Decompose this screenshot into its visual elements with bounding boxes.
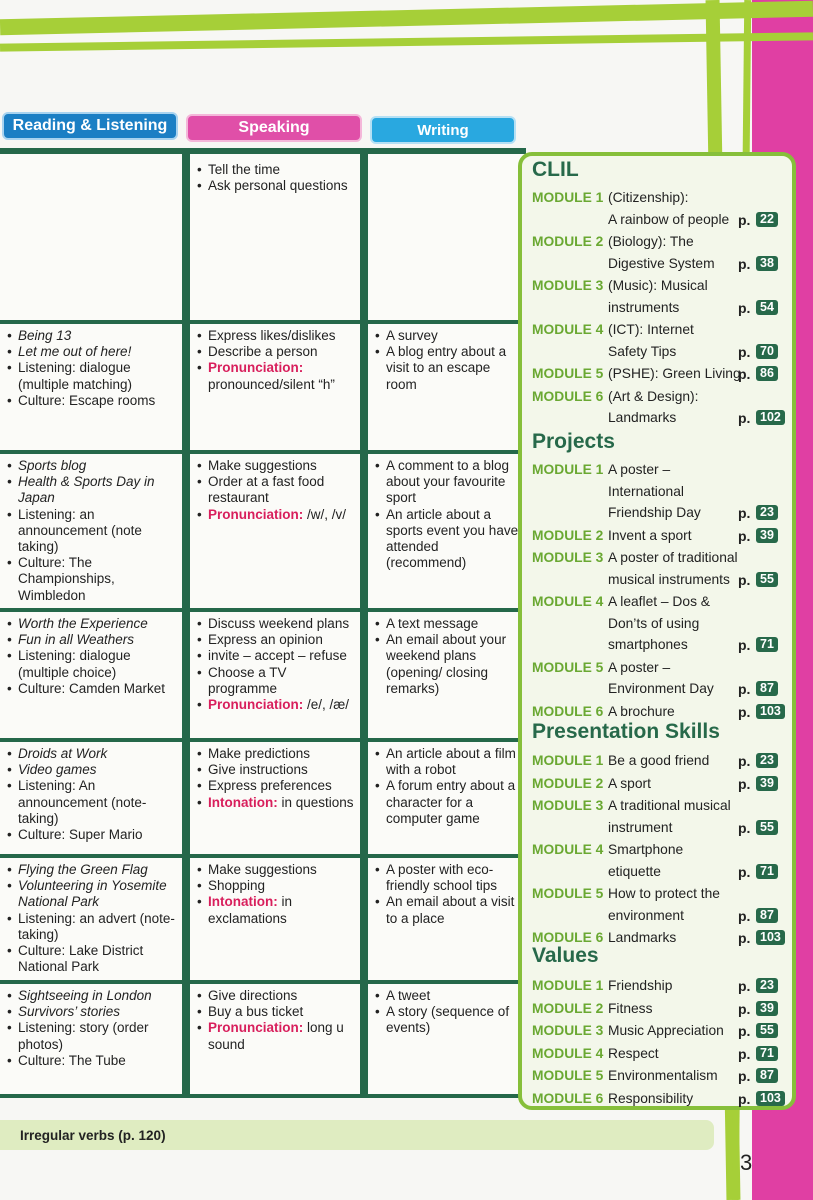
page-prefix: p. <box>738 978 751 994</box>
module-label: MODULE 4 <box>532 842 604 857</box>
module-topic: Invent a sport <box>608 527 692 543</box>
module-topic: Respect <box>608 1045 659 1061</box>
bullet-item <box>196 795 356 811</box>
bullet-item <box>6 1004 178 1020</box>
page-prefix: p. <box>738 819 751 836</box>
bullet-item <box>196 360 356 392</box>
bullet-item <box>196 648 356 664</box>
module-topic: A traditional musical <box>608 798 731 813</box>
module-topic: Landmarks <box>608 930 677 945</box>
page-badge: 23 <box>756 753 778 768</box>
module-topic: A rainbow of people <box>608 211 730 227</box>
page-prefix: p. <box>738 410 751 426</box>
pronunciation-label: Pronunciation: <box>208 1020 304 1036</box>
module-label: MODULE 6 <box>532 930 604 945</box>
pronunciation-label: Intonation: <box>208 894 278 910</box>
bullet-text: Make suggestions <box>208 458 317 473</box>
module-label: MODULE 2 <box>532 527 604 543</box>
bullet-text: An article about a film with a robot <box>386 746 516 778</box>
module-topic: Environmentalism <box>608 1068 718 1083</box>
module-topic: Digestive System <box>608 255 715 271</box>
bullet-text: Culture: Camden Market <box>18 680 166 696</box>
bullet-item <box>6 746 178 762</box>
bullet-item <box>196 665 356 697</box>
bullet-text: A forum entry about a character for a computer game <box>386 778 516 826</box>
cell-reading-row-7 <box>0 984 182 1094</box>
module-label: MODULE 5 <box>532 1068 604 1083</box>
module-topic: Safety Tips <box>608 343 677 359</box>
bullet-text: /w/, /v/ <box>307 506 347 522</box>
module-label: MODULE 3 <box>532 550 604 565</box>
bullet-text: Express preferences <box>208 778 332 794</box>
page-prefix: p. <box>738 1023 751 1039</box>
bullet-item <box>6 344 178 360</box>
bullet-text: Volunteering in Yosemite National Park <box>18 878 167 910</box>
pronunciation-label: Pronunciation: <box>208 697 304 713</box>
pronunciation-label: Intonation: <box>208 794 278 810</box>
bullet-text: pronounced/silent “h” <box>208 376 335 392</box>
module-label: MODULE 6 <box>532 703 604 719</box>
cell-reading-row-5 <box>0 742 182 854</box>
bullet-text: Being 13 <box>18 328 72 343</box>
bullet-text: A text message <box>386 616 479 631</box>
module-topic: A poster of traditional <box>608 550 738 565</box>
page-prefix: p. <box>738 907 751 924</box>
bullet-item <box>196 162 356 178</box>
page-badge: 38 <box>756 256 778 271</box>
cell-speaking-row-5 <box>190 742 360 854</box>
header-reading-listening: Reading & Listening <box>2 112 178 140</box>
page-prefix: p. <box>738 571 751 588</box>
bullet-text: An email about a visit to a place <box>386 894 515 926</box>
page-number: 3 <box>740 1150 753 1175</box>
cell-speaking-row-3 <box>190 454 360 608</box>
module-topic: A poster – <box>608 659 671 675</box>
module-label: MODULE 1 <box>532 753 604 768</box>
cell-reading-row-6 <box>0 858 182 980</box>
page-badge: 87 <box>756 908 778 923</box>
page-prefix: p. <box>738 366 751 382</box>
page-prefix: p. <box>738 1090 751 1107</box>
page-badge: 39 <box>756 776 778 791</box>
bullet-text: An email about your weekend plans (opening/ closing remarks) <box>386 632 507 696</box>
lime-stripe-top <box>0 1 813 35</box>
page-prefix: p. <box>738 637 751 653</box>
bullet-item <box>196 988 356 1004</box>
module-label: MODULE 3 <box>532 1023 604 1038</box>
bullet-text: Shopping <box>208 878 266 894</box>
bullet-item <box>6 762 178 778</box>
bullet-text: Worth the Experience <box>18 616 148 631</box>
page-badge: 103 <box>756 930 785 945</box>
module-topic: (Music): Musical <box>608 278 708 293</box>
module-topic: International <box>608 483 684 499</box>
bullet-text: Flying the Green Flag <box>18 862 148 877</box>
bullet-item <box>374 746 522 778</box>
bullet-text: Listening: dialogue (multiple choice) <box>18 648 131 680</box>
module-label: MODULE 4 <box>532 594 604 609</box>
bullet-text: Listening: an announcement (note taking) <box>18 506 142 555</box>
bullet-text: invite – accept – refuse <box>208 648 347 664</box>
header-writing: Writing <box>370 116 516 144</box>
bullet-text: Culture: The Tube <box>18 1052 126 1068</box>
bullet-item <box>374 616 522 632</box>
pronunciation-label: Pronunciation: <box>208 360 304 376</box>
header-speaking: Speaking <box>186 114 362 142</box>
bullet-item <box>6 1020 178 1052</box>
bullet-text: Culture: Super Mario <box>18 827 143 843</box>
bullet-text: Let me out of here! <box>18 344 132 360</box>
bullet-item <box>6 474 178 506</box>
bullet-item <box>196 1004 356 1020</box>
bullet-item <box>196 458 356 474</box>
module-topic: (ICT): Internet <box>608 322 694 337</box>
bullet-item <box>374 328 522 344</box>
cell-writing-row-6 <box>368 858 526 980</box>
page-prefix: p. <box>738 863 751 880</box>
page-prefix: p. <box>738 703 751 720</box>
module-topic: Friendship <box>608 978 673 993</box>
page-badge: 39 <box>756 528 778 543</box>
page-badge: 55 <box>756 820 778 835</box>
bullet-text: Culture: Lake District National Park <box>18 943 144 975</box>
page-badge: 23 <box>756 505 778 520</box>
bullet-item <box>6 943 178 975</box>
module-label: MODULE 2 <box>532 234 604 249</box>
page-prefix: p. <box>738 211 751 228</box>
module-topic: environment <box>608 907 684 923</box>
page-badge: 55 <box>756 572 778 587</box>
module-topic: Smartphone <box>608 842 684 857</box>
bullet-text: in exclamations <box>208 894 293 926</box>
page-badge: 23 <box>756 978 778 993</box>
page-prefix: p. <box>738 930 751 946</box>
bullet-item <box>6 862 178 878</box>
cell-writing-row-7 <box>368 984 526 1094</box>
page-prefix: p. <box>738 299 751 316</box>
cell-speaking-row-2 <box>190 324 360 450</box>
page-prefix: p. <box>738 681 751 697</box>
module-topic: instrument <box>608 819 673 835</box>
module-topic: instruments <box>608 299 680 315</box>
page-badge: 39 <box>756 1001 778 1016</box>
bullet-text: Make suggestions <box>208 862 317 877</box>
module-label: MODULE 6 <box>532 1090 604 1106</box>
bullet-item <box>196 878 356 894</box>
section-title-projects: Projects <box>532 430 615 453</box>
bullet-item <box>6 328 178 344</box>
bullet-item <box>374 862 522 894</box>
page-badge: 70 <box>756 344 778 359</box>
bullet-text: Tell the time <box>208 162 281 177</box>
bullet-text: Make predictions <box>208 746 311 761</box>
page-prefix: p. <box>738 343 751 360</box>
page-prefix: p. <box>738 255 751 272</box>
bullet-item <box>6 648 178 680</box>
bullet-item <box>196 1020 356 1052</box>
bullet-item <box>374 894 522 926</box>
cell-reading-row-2 <box>0 324 182 450</box>
page-prefix: p. <box>738 1000 751 1017</box>
bullet-item <box>374 458 522 507</box>
module-label: MODULE 4 <box>532 1045 604 1061</box>
bullet-text: Sports blog <box>18 458 87 473</box>
bullet-text: Order at a fast food restaurant <box>208 474 325 506</box>
bullet-text: A story (sequence of events) <box>386 1004 510 1036</box>
bullet-text: Listening: An announcement (note-taking) <box>18 778 147 826</box>
bullet-text: Culture: The Championships, Wimbledon <box>18 555 115 603</box>
page-badge: 102 <box>756 410 785 425</box>
page-prefix: p. <box>738 1045 751 1062</box>
module-topic: Friendship Day <box>608 505 701 520</box>
bullet-text: Listening: story (order photos) <box>18 1020 149 1052</box>
bullet-item <box>6 507 178 556</box>
bullet-item <box>374 778 522 827</box>
section-title-clil: CLIL <box>532 158 579 181</box>
cell-speaking-row-1 <box>190 154 360 320</box>
bullet-text: Express likes/dislikes <box>208 328 336 343</box>
page-badge: 103 <box>756 704 785 719</box>
bullet-item <box>6 458 178 474</box>
bullet-item <box>6 827 178 843</box>
bullet-item <box>6 632 178 648</box>
bullet-text: in questions <box>281 794 354 810</box>
bullet-item <box>6 878 178 910</box>
page-badge: 71 <box>756 1046 778 1061</box>
bullet-text: Choose a TV programme <box>208 664 287 696</box>
module-topic: Fitness <box>608 1000 653 1016</box>
bullet-item <box>196 616 356 632</box>
bullet-text: Give directions <box>208 988 298 1003</box>
module-label: MODULE 5 <box>532 886 604 901</box>
page-badge: 71 <box>756 864 778 879</box>
module-label: MODULE 1 <box>532 190 604 205</box>
cell-writing-row-1 <box>368 154 526 320</box>
page-badge: 22 <box>756 212 778 227</box>
bullet-item <box>374 632 522 697</box>
module-topic: etiquette <box>608 863 661 879</box>
bullet-item <box>6 681 178 697</box>
bullet-text: Sightseeing in London <box>18 988 152 1003</box>
bullet-item <box>6 555 178 604</box>
bullet-item <box>6 988 178 1004</box>
bullet-text: A tweet <box>386 988 431 1003</box>
module-label: MODULE 5 <box>532 366 604 381</box>
section-title-presentation: Presentation Skills <box>532 720 720 743</box>
cell-reading-row-3 <box>0 454 182 608</box>
module-topic: Music Appreciation <box>608 1023 724 1038</box>
cell-speaking-row-6 <box>190 858 360 980</box>
bullet-item <box>6 1053 178 1069</box>
cell-writing-row-2 <box>368 324 526 450</box>
page-badge: 55 <box>756 1023 778 1038</box>
bullet-item <box>374 1004 522 1036</box>
module-topic: How to protect the <box>608 886 720 901</box>
bullet-item <box>6 778 178 827</box>
bullet-text: Fun in all Weathers <box>18 632 135 648</box>
cell-writing-row-3 <box>368 454 526 608</box>
bullet-item <box>6 616 178 632</box>
bullet-text: Video games <box>18 762 97 778</box>
bullet-item <box>196 507 356 523</box>
bullet-text: Discuss weekend plans <box>208 616 350 631</box>
page-badge: 103 <box>756 1091 785 1106</box>
module-topic: Landmarks <box>608 410 677 425</box>
bullet-text: long u sound <box>208 1020 344 1052</box>
section-title-values: Values <box>532 944 599 967</box>
bullet-text: Describe a person <box>208 344 318 360</box>
page-prefix: p. <box>738 527 751 544</box>
bullet-item <box>6 911 178 943</box>
bullet-item <box>196 328 356 344</box>
bullet-text: Health & Sports Day in Japan <box>18 474 155 506</box>
module-topic: Responsibility <box>608 1090 694 1106</box>
cell-speaking-row-7 <box>190 984 360 1094</box>
bullet-text: Survivors’ stories <box>18 1004 121 1020</box>
module-topic: (Citizenship): <box>608 190 689 205</box>
module-label: MODULE 2 <box>532 1000 604 1016</box>
module-topic: musical instruments <box>608 571 730 587</box>
module-label: MODULE 6 <box>532 388 604 404</box>
bullet-item <box>374 344 522 393</box>
bullet-text: Buy a bus ticket <box>208 1004 304 1020</box>
bullet-item <box>6 360 178 392</box>
page-badge: 54 <box>756 300 778 315</box>
bullet-item <box>196 632 356 648</box>
extras-panel <box>518 152 796 1110</box>
bullet-item <box>374 507 522 572</box>
bullet-item <box>196 178 356 194</box>
pronunciation-label: Pronunciation: <box>208 506 304 522</box>
bullet-text: A comment to a blog about your favourite sport <box>386 458 510 506</box>
cell-writing-row-4 <box>368 612 526 738</box>
cell-reading-row-4 <box>0 612 182 738</box>
bullet-text: Listening: dialogue (multiple matching) <box>18 360 133 392</box>
bullet-text: /e/, /æ/ <box>307 697 350 713</box>
bullet-text: Droids at Work <box>18 746 108 761</box>
bullet-text: Give instructions <box>208 762 308 778</box>
page-badge: 86 <box>756 366 778 381</box>
bullet-text: A poster with eco-friendly school tips <box>386 862 498 894</box>
module-label: MODULE 3 <box>532 278 604 293</box>
module-topic: A poster – <box>608 462 671 477</box>
page-prefix: p. <box>738 1068 751 1084</box>
bullet-text: Express an opinion <box>208 632 323 648</box>
module-topic: smartphones <box>608 637 688 652</box>
module-topic: Don’ts of using <box>608 615 700 631</box>
cell-reading-row-1 <box>0 154 182 320</box>
bullet-text: An article about a sports event you have attended (recommend) <box>386 506 519 571</box>
module-label: MODULE 1 <box>532 462 604 477</box>
module-label: MODULE 1 <box>532 978 604 993</box>
irregular-verbs-footer: Irregular verbs (p. 120) <box>0 1120 714 1150</box>
page-prefix: p. <box>738 753 751 769</box>
module-topic: (Biology): The <box>608 234 694 249</box>
module-topic: A brochure <box>608 703 675 719</box>
module-topic: Be a good friend <box>608 753 710 768</box>
module-label: MODULE 5 <box>532 659 604 675</box>
cell-speaking-row-4 <box>190 612 360 738</box>
cell-writing-row-5 <box>368 742 526 854</box>
bullet-text: A blog entry about a visit to an escape room <box>386 344 507 392</box>
syllabus-grid <box>0 148 526 1098</box>
bullet-item <box>196 474 356 506</box>
bullet-item <box>6 393 178 409</box>
module-topic: Environment Day <box>608 681 714 696</box>
bullet-item <box>196 762 356 778</box>
module-topic: A leaflet – Dos & <box>608 594 711 609</box>
bullet-text: Culture: Escape rooms <box>18 392 156 408</box>
bullet-item <box>374 988 522 1004</box>
module-topic: (PSHE): Green Living <box>608 366 741 381</box>
bullet-item <box>196 344 356 360</box>
module-label: MODULE 2 <box>532 775 604 791</box>
page-badge: 71 <box>756 637 778 652</box>
bullet-item <box>196 894 356 926</box>
page-prefix: p. <box>738 775 751 792</box>
lime-stripe-top-2 <box>0 32 813 51</box>
page-badge: 87 <box>756 1068 778 1083</box>
bullet-item <box>196 778 356 794</box>
module-topic: A sport <box>608 775 651 791</box>
bullet-item <box>196 862 356 878</box>
module-topic: (Art & Design): <box>608 388 699 404</box>
module-label: MODULE 4 <box>532 322 604 337</box>
bullet-text: A survey <box>386 328 438 343</box>
page-badge: 87 <box>756 681 778 696</box>
bullet-item <box>196 697 356 713</box>
bullet-item <box>196 746 356 762</box>
module-label: MODULE 3 <box>532 798 604 813</box>
page-prefix: p. <box>738 505 751 521</box>
bullet-text: Listening: an advert (note-taking) <box>18 910 175 942</box>
bullet-text: Ask personal questions <box>208 178 348 194</box>
